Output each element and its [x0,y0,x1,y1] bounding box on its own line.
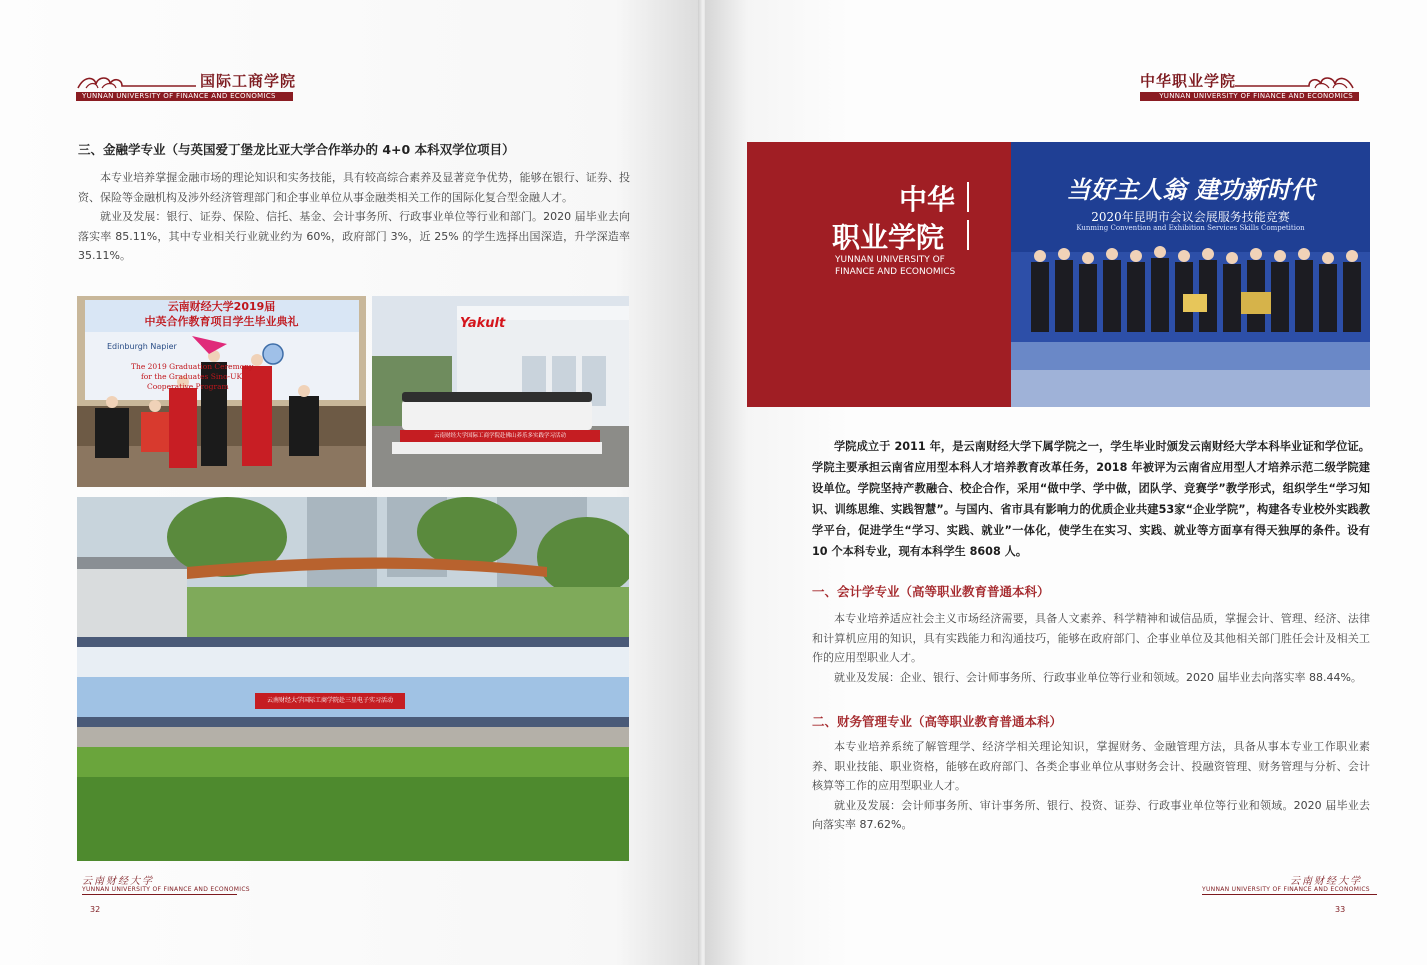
ceremony-screen-line2: for the Graduates Sino-UK [141,372,243,381]
yakult-building-sign: Yakult [460,316,506,331]
left-page [0,0,700,965]
ceremony-screen-line3: Cooperative Program [147,382,229,391]
financial-management-description [812,737,1370,835]
yakult-group-banner: 云南财经大学国际工商学院赴佛山养乐多实践学习活动 [433,433,566,439]
left-page-number: 32 [90,905,101,914]
right-footer-subtitle: YUNNAN UNIVERSITY OF FINANCE AND ECONOMICS [1202,886,1370,893]
right-header [1130,70,1355,102]
college-intro-text: 学院成立于 2011 年，是云南财经大学下属学院之一，学生毕业时颁发云南财经大学本科毕业证和学位证。学院主要承担云南省应用型本科人才培养教育改革任务，2018 年被评为云南省应用型人才培养示范二级学院建设单位。学院坚持产教融合、校企合作，采用“做中学、学中做，团队学、竞赛学”教学形式，组织学生“学习知识、训练思维、实践智慧”。与国内、省市具有影响力的优质企业共建53家“企业学院”，构建各专业校外实践教学平台，促进学生“学习、实践、就业”一体化，使学生在实习、实践、就业等方面享有得天独厚的条件。设有 10 个本科专业，现有本科学生 8608 人。 [812,440,1370,558]
finance-description [78,168,630,266]
right-header-subtitle: YUNNAN UNIVERSITY OF FINANCE AND ECONOMICS [1140,92,1359,101]
ceremony-banner-line2: 中英合作教育项目学生毕业典礼 [144,315,299,328]
cloud-ornament-icon [76,72,196,92]
campus-group-banner: 云南财经大学国际工商学院赴三星电子实习活动 [266,697,393,704]
hero-en-line2: FINANCE AND ECONOMICS [835,267,956,277]
right-page-number: 33 [1335,905,1346,914]
accounting-paragraph-1: 本专业培养适应社会主义市场经济需要，具备人文素养、科学精神和诚信品质，掌握会计、管理、经济、法律和计算机应用的知识，具有实践能力和沟通技巧，能够在政府部门、企事业单位及其他相关部门胜任会计及相关工作的应用型职业人才。 [812,612,1370,664]
accounting-description [812,609,1370,687]
ceremony-banner-line1: 云南财经大学2019届 [167,300,276,313]
hero-divider-1 [967,182,969,212]
competition-calligraphy: 当好主人翁 建功新时代 [1066,175,1315,204]
section-title-accounting: 一、会计学专业（高等职业教育普通本科） [812,584,1050,599]
graduation-ceremony-photo [77,296,366,487]
left-header-subtitle: YUNNAN UNIVERSITY OF FINANCE AND ECONOMICS [76,92,293,101]
hero-title-line2: 职业学院 [832,221,945,254]
section-title-financial-management: 二、财务管理专业（高等职业教育普通本科） [812,714,1063,729]
left-header-title: 国际工商学院 [200,72,297,90]
hero-en-line1: YUNNAN UNIVERSITY OF [835,255,945,265]
right-page [705,0,1427,965]
yakult-visit-photo [372,296,629,487]
finance-paragraph-2: 就业及发展：银行、证券、保险、信托、基金、会计事务所、行政事业单位等行业和部门。2020 届毕业去向落实率 85.11%，其中专业相关行业就业约为 60%，政府部门 3%，近 25% 的学生选择出国深造，升学深造率 35.11%。 [78,210,630,262]
left-footer-subtitle: YUNNAN UNIVERSITY OF FINANCE AND ECONOMICS [82,886,250,893]
left-footer-logo: 云南财经大学 [82,876,154,887]
financial-management-paragraph-1: 本专业培养系统了解管理学、经济学相关理论知识，掌握财务、金融管理方法，具备从事本专业工作职业素养、职业技能、职业资格，能够在政府部门、各类企事业单位从事财务会计、投融资管理、财务管理与分析、会计核算等工作的应用型职业人才。 [812,740,1370,792]
financial-management-paragraph-2: 就业及发展：会计师事务所、审计事务所、银行、投资、证券、行政事业单位等行业和领域。2020 届毕业去向落实率 87.62%。 [812,798,1370,831]
right-footer-logo: 云南财经大学 [1290,876,1362,887]
left-footer-rule [82,894,237,895]
left-header [76,70,301,102]
cloud-ornament-icon [1235,72,1355,92]
competition-title: 2020年昆明市会议会展服务技能竞赛 [1091,210,1290,224]
hero-banner [747,142,1370,407]
ceremony-screen-line1: The 2019 Graduation Ceremony [131,362,254,371]
right-footer-rule [1202,894,1377,895]
hero-title-line1: 中华 [899,183,956,216]
hero-competition-photo [1011,142,1370,407]
section-title-finance: 三、金融学专业（与英国爱丁堡龙比亚大学合作举办的 4+0 本科双学位项目） [78,142,515,157]
group-photo-campus [77,497,629,861]
edinburgh-napier-logo: Edinburgh Napier [107,342,177,351]
finance-paragraph-1: 本专业培养掌握金融市场的理论知识和实务技能，具有较高综合素养及显著竞争优势，能够在银行、证券、投资、保险等金融机构及涉外经济管理部门和企事业单位从事金融类相关工作的国际化复合型金融人才。 [78,171,630,204]
campus-photo-scene [77,497,629,861]
competition-title-en: Kunming Convention and Exhibition Services Skills Competition [1076,224,1305,232]
accounting-paragraph-2: 就业及发展：企业、银行、会计师事务所、行政事业单位等行业和领域。2020 届毕业去向落实率 88.44%。 [834,670,1362,684]
hero-divider-2 [967,220,969,250]
college-intro [812,436,1370,562]
right-header-title: 中华职业学院 [1140,72,1237,90]
